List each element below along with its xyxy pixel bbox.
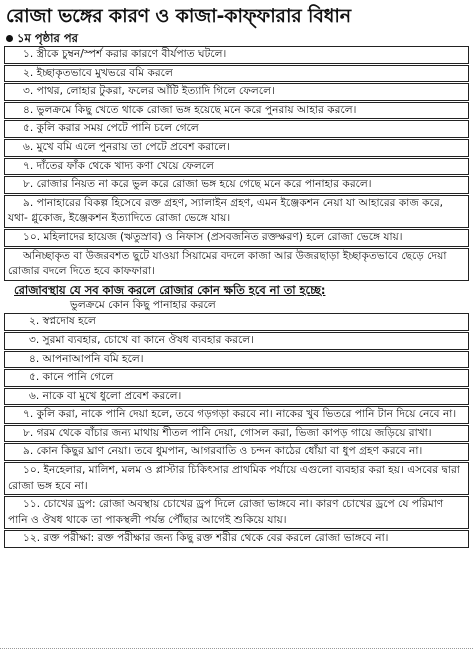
- article-title: রোজা ভঙ্গের কারণ ও কাজা-কাফ্‌ফারার বিধান: [6, 5, 351, 27]
- list-item: ৩. পাথর, লোহার টুকরা, ফলের আঁটি ইত্যাদি গিলে ফেললে।: [4, 83, 469, 101]
- list-item: ১১. চোখের ড্রপ: রোজা অবস্থায় চোখের ড্রপ দিলে রোজা ভাঙ্গবে না। কারণ চোখের ড্রপে যে পরিমাণ পানি ও ঔষধ থাকে তা পাকস্থলী পর্যন্ত পৌঁছার আগেই শুকিয়ে যায়।: [4, 496, 469, 529]
- list-item: ৩. সুরমা ব্যবহার, চোখে বা কানে ঔষধ ব্যবহার করলে।: [4, 332, 469, 350]
- list-item: ৬. মুখে বমি এলে পুনরায় তা পেটে প্রবেশ করালে।: [4, 139, 469, 157]
- list-item: ২. স্বপ্নদোষ হলে: [4, 313, 469, 331]
- bullet-icon: [6, 35, 13, 42]
- page-bottom-edge: [0, 648, 473, 655]
- list-item: ভুলক্রমে কোন কিছু পানাহার করলে: [70, 298, 216, 311]
- list-item: ৪. আপনাআপনি বমি হলে।: [4, 351, 469, 369]
- list-item: ১২. রক্ত পরীক্ষা: রক্ত পরীক্ষার জন্য কিছু রক্ত শরীর থেকে বের করলে রোজা ভাঙ্গবে না।: [4, 530, 469, 548]
- list-item: ১০. ইনহেলার, মালিশ, মলম ও প্লাস্টার চিকিৎসার প্রাথমিক পর্যায়ে এগুলো ব্যবহার করা হয়। এসবের দ্বারা রোজা ভঙ্গ হবে না।: [4, 462, 469, 495]
- list-item: ৯. কোন কিছুর ঘ্রাণ নেয়া। তবে ধুমপান, আগরবাতি ও চন্দন কাঠের ধোঁয়া বা ধুপ গ্রহণ করবে না।: [4, 443, 469, 461]
- continued-note: [6, 31, 469, 46]
- list-item: ২. ইচ্ছাকৃতভাবে মুখভরে বমি করলে: [4, 65, 469, 83]
- kaffara-paragraph: অনিচ্ছাকৃত বা উজরবশত ছুটে যাওয়া সিয়ামের বদলে কাজা আর উজরছাড়া ইচ্ছাকৃতভাবে ছেড়ে দেয়া রোজার বদলে দিতে হবে কাফফারা।: [4, 248, 469, 281]
- list-item: ৮. রোজার নিয়ত না করে ভুল করে রোজা ভঙ্গ হয়ে গেছে মনে করে পানাহার করলে।: [4, 176, 469, 194]
- list-item: ৫. কুলি করার সময় পেটে পানি চলে গেলে: [4, 120, 469, 138]
- list-item: ৭. কুলি করা, নাকে পানি দেয়া হলে, তবে গড়গড়া করবে না। নাকের খুব ভিতরে পানি টান দিয়ে নেবে না।: [4, 406, 469, 424]
- list-item: ৮. গরম থেকে বাঁচার জন্য মাথায় শীতল পানি দেয়া, গোসল করা, ভিজা কাপড় গায়ে জড়িয়ে রাখা।: [4, 425, 469, 443]
- continued-text: ১ম পৃষ্ঠার পর: [17, 31, 78, 45]
- list-item: ৫. কানে পানি গেলে: [4, 369, 469, 387]
- list-item: ৭. দাঁতের ফাঁক থেকে খাদ্য কণা খেয়ে ফেললে: [4, 158, 469, 176]
- section-heading: রোজাবস্থায় যে সব কাজ করলে রোজার কোন ক্ষতি হবে না তা হচ্ছে:: [14, 282, 326, 297]
- list-item: ৪. ভুলক্রমে কিছু খেতে থাকে রোজা ভঙ্গ হয়েছে মনে করে পুনরায় আহার করলে।: [4, 102, 469, 120]
- list-item: ৯. পানাহারের বিকল্প হিসেবে রক্ত গ্রহণ, স্যালাইন গ্রহণ, এমন ইঞ্জেকশন নেয়া যা আহারের কাজ করে, যথা- গ্লুকোজ, ইঞ্জেকশন ইত্যাদিতে রোজা ভেঙ্গে যায়।: [4, 195, 469, 228]
- list-item: ১০. মহিলাদের হায়েজ (ঋতুস্রাব) ও নিফাস (প্রসবজনিত রক্তক্ষরণ) হলে রোজা ভেঙ্গে যায়।: [4, 229, 469, 247]
- list-item: ১. স্ত্রীকে চুম্বন/স্পর্শ করার কারণে বীর্যপাত ঘটলে।: [4, 46, 469, 64]
- list-item: ৬. নাকে বা মুখে ধুলো প্রবেশ করলে।: [4, 388, 469, 406]
